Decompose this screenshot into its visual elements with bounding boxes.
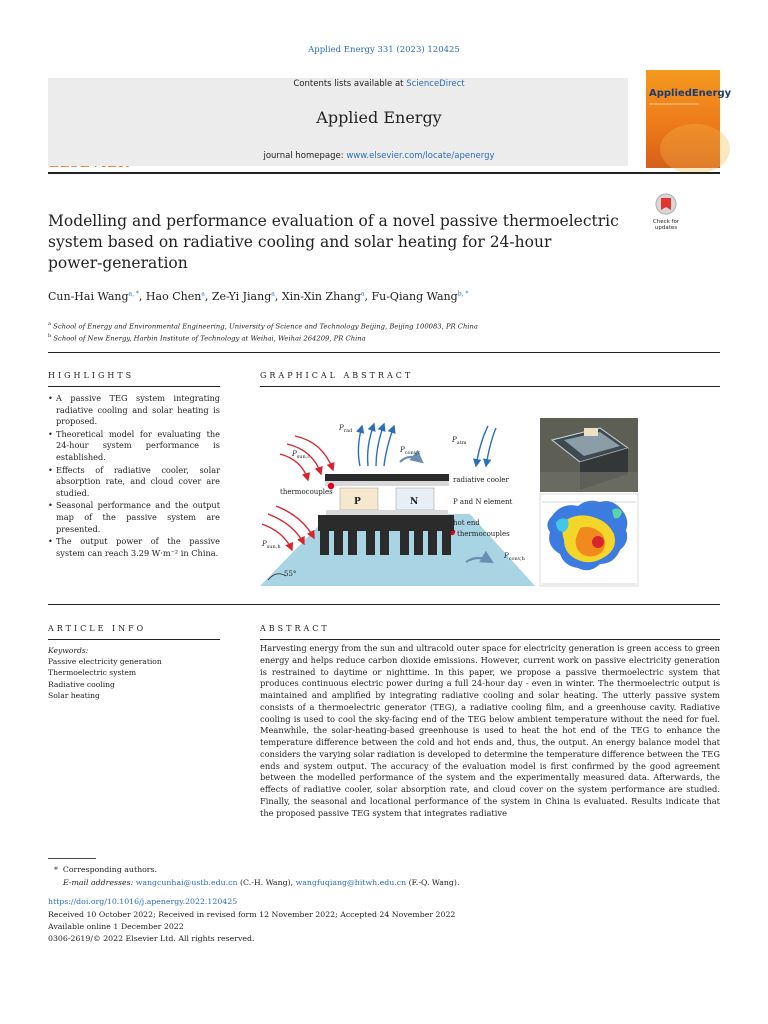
check-updates-line1: Check for xyxy=(652,219,680,225)
radiative-arrows xyxy=(358,424,394,466)
highlight-item: • Theoretical model for evaluating the 24-hour system performance is established. xyxy=(48,429,220,464)
received-dates: Received 10 October 2022; Received in revised form 12 November 2022; Accepted 24 November 2022 xyxy=(48,910,456,919)
highlights-list xyxy=(48,393,220,560)
doi-link[interactable]: https://doi.org/10.1016/j.apenergy.2022.120425 xyxy=(48,897,238,906)
journal-homepage-link[interactable]: www.elsevier.com/locate/apenergy xyxy=(346,151,495,161)
abstract-rule xyxy=(260,639,720,640)
label-radiative-cooler: radiative cooler xyxy=(453,476,509,484)
highlight-item: • A passive TEG system integrating radiative cooling and solar heating is proposed. xyxy=(48,393,220,428)
svg-text:Psun,c: $P_{sun,c}$ xyxy=(292,450,311,460)
journal-cover[interactable] xyxy=(646,70,732,168)
label-thermocouples-top: thermocouples xyxy=(280,488,333,496)
svg-text:Pconv,c: $P_{conv,c}$ xyxy=(400,446,421,456)
svg-text:Patm: $P_{atm}$ xyxy=(452,436,467,446)
article-info-rule xyxy=(48,639,220,640)
keywords-label: Keywords: xyxy=(48,646,89,655)
author-name[interactable]: Ze-Yi Jiang xyxy=(211,290,272,303)
abstract-heading: ABSTRACT xyxy=(260,624,330,633)
author-affiliation-marker[interactable]: a xyxy=(360,290,365,298)
keyword-item: Passive electricity generation xyxy=(48,657,162,667)
highlight-item: • Effects of radiative cooler, solar absorption rate, and cloud cover are studied. xyxy=(48,465,220,500)
author-list: Cun-Hai Wang$^{a, *}$, Hao Chen$^a$, Ze-Yi Jiang$^a$, Xin-Xin Zhang$^a$, Fu-Qiang Wang$^{b, *}$ xyxy=(48,290,469,303)
affiliations xyxy=(48,319,478,344)
corresponding-note: * Corresponding authors. xyxy=(54,865,158,874)
email-note: E-mail addresses: wangcunhai@ustb.edu.cn (C.-H. Wang), wangfuqiang@hitwh.edu.cn (F.-Q. Wang). xyxy=(63,878,460,887)
journal-reference-link[interactable]: Applied Energy 331 (2023) 120425 xyxy=(308,45,460,55)
header-rule xyxy=(48,172,720,174)
article-title xyxy=(48,211,628,274)
affiliation-item: $^b$ School of New Energy, Harbin Institute of Technology at Weihai, Weihai 264209, PR China xyxy=(48,333,366,343)
device-photo xyxy=(540,418,638,492)
sciencedirect-link[interactable]: ScienceDirect xyxy=(406,79,465,89)
journal-name: Applied Energy xyxy=(316,108,442,127)
upper-section-rule xyxy=(48,604,720,605)
author-name[interactable]: Cun-Hai Wang xyxy=(48,290,129,303)
keyword-item: Radiative cooling xyxy=(48,679,115,689)
highlights-rule xyxy=(48,386,220,387)
label-n: N xyxy=(410,497,419,507)
affiliation-item: $^a$ School of Energy and Environmental Engineering, University of Science and Technology Beijing, Beijing 100083, PR China xyxy=(48,321,478,331)
abstract-text: Harvesting energy from the sun and ultracold outer space for electricity generation is green access to green energy and helps reduce carbon dioxide emissions. However, current work on passive electricity generation is restrained to daytime or nighttime. In this paper, we propose a passive thermoelectric system that produces continuous electric power during a full 24-hour day - even in winter. The thermoelectric output is maintained and amplified by integrating radiative cooling and solar heating. The utterly passive system consists of a thermoelectric generator (TEG), a radiative cooling film, and a greenhouse cavity. Radiative cooling is used to cool the sky-facing end of the TEG below ambient temperature without the need for fuel. Meanwhile, the solar-heating-based greenhouse is used to heat the hot end of the TEG to enhance the temperature difference between the cold and hot ends and, thus, the output. An energy balance model that considers the varying solar radiation is developed to determine the temperature difference between the TEG ends and system output. The accuracy of the evaluation model is first confirmed by the good agreement between the modelled performance of the system and the experimentally measured data. Afterwards, the effects of radiative cooler, solar absorption rate, and cloud cover on the system performance are studied. Finally, the seasonal and locational performance of the system in China is evaluated. Results indicate that the proposed passive TEG system that integrates radiative xyxy=(260,643,720,818)
author-name[interactable]: Hao Chen xyxy=(145,290,202,303)
title-line: system based on radiative cooling and solar heating for 24-hour xyxy=(48,233,552,251)
keyword-item: Thermoelectric system xyxy=(48,668,137,678)
author-name[interactable]: Xin-Xin Zhang xyxy=(281,290,361,303)
svg-text:Prad: $P_{rad}$ xyxy=(339,424,353,434)
author-affiliation-marker[interactable]: a, * xyxy=(128,290,139,298)
journal-homepage-line: journal homepage: www.elsevier.com/locate/apenergy xyxy=(263,151,495,161)
title-line: Modelling and performance evaluation of a novel passive thermoelectric xyxy=(48,212,619,230)
check-for-updates-badge[interactable] xyxy=(646,193,686,231)
title-line: power-generation xyxy=(48,254,188,272)
label-thermocouples-bottom: thermocouples xyxy=(457,530,510,538)
highlight-item: • Seasonal performance and the output map of the passive system are presented. xyxy=(48,500,220,535)
author-affiliation-marker[interactable]: b, * xyxy=(457,290,469,298)
label-angle: 55° xyxy=(284,570,297,578)
heat-sink xyxy=(318,523,454,555)
article-info-heading: ARTICLE INFO xyxy=(48,624,147,633)
svg-text:Psun,h: $P_{sun,h}$ xyxy=(262,540,281,550)
email-link-1[interactable]: wangcunhai@ustb.edu.cn xyxy=(135,878,238,887)
graphical-abstract-rule xyxy=(260,386,720,387)
label-hot-end: hot end xyxy=(453,519,480,527)
label-p: P xyxy=(354,497,361,507)
author-affiliation-marker[interactable]: a xyxy=(201,290,205,298)
keywords-block xyxy=(48,645,162,701)
label-pn-element: P and N element xyxy=(453,498,513,506)
keyword-item: Solar heating xyxy=(48,690,100,700)
check-updates-icon xyxy=(654,193,678,215)
convection-cold-arrow xyxy=(400,457,422,462)
hot-end-layer xyxy=(318,515,454,523)
china-output-map xyxy=(540,494,638,586)
svg-text:Pconv,h: $P_{conv,h}$ xyxy=(504,552,525,562)
affiliations-rule xyxy=(48,352,720,353)
available-online: Available online 1 December 2022 xyxy=(48,922,184,931)
check-updates-line2: updates xyxy=(654,225,678,231)
footnote-rule xyxy=(48,858,96,859)
highlight-item: • The output power of the passive system can reach 3.29 W·m⁻² in China. xyxy=(48,536,220,559)
graphical-abstract-heading: GRAPHICAL ABSTRACT xyxy=(260,371,414,380)
author-name[interactable]: Fu-Qiang Wang xyxy=(371,290,458,303)
copyright-line: 0306-2619/© 2022 Elsevier Ltd. All rights reserved. xyxy=(48,934,255,943)
radiative-cooler-layer xyxy=(325,474,449,481)
contents-lists-line: Contents lists available at ScienceDirect xyxy=(293,79,465,89)
cover-title: AppliedEnergy xyxy=(649,88,732,99)
author-affiliation-marker[interactable]: a xyxy=(271,290,275,298)
email-link-2[interactable]: wangfuqiang@hitwh.edu.cn xyxy=(295,878,407,887)
graphical-abstract-figure[interactable] xyxy=(260,414,640,586)
highlights-heading: HIGHLIGHTS xyxy=(48,371,135,380)
atmospheric-arrows xyxy=(476,426,496,466)
